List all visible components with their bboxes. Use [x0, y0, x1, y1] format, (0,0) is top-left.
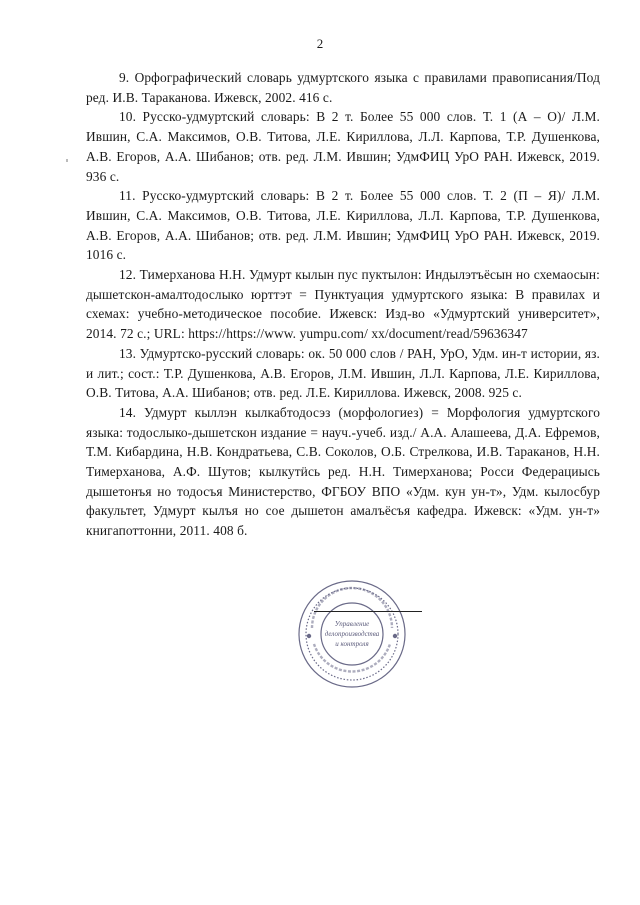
reference-item: 10. Русско-удмуртский словарь: В 2 т. Более 55 000 слов. Т. 1 (А – О)/ Л.М. Ившин, С.А. Максимов, О.В. Титова, Л.Е. Кириллова, Л.Л. Карпова, Т.Р. Душенкова, А.В. Егоров, А.А. Шибанов; отв. ред. Л.М. Ившин; УдмФИЦ УрО РАН. Ижевск, 2019. 936 с.	[86, 109, 600, 184]
stamp-ring-lettering-bottom	[314, 644, 390, 672]
scan-speck	[66, 159, 68, 162]
signature-line	[314, 611, 422, 612]
reference-item: 9. Орфографический словарь удмуртского языка с правилами правописания/Под ред. И.В. Тараканова. Ижевск, 2002. 416 с.	[86, 70, 600, 105]
stamp-ring-dot	[307, 634, 310, 637]
reference-item: 12. Тимерханова Н.Н. Удмурт кылын пус пуктылон: Индылэтъёсын но схемаосын: дышетскон-амалтодослыко юрттэт = Пунктуация удмуртского языка: В правилах и схемах: учебно-методическое пособие. Ижевск: Изд-во «Удмуртский университет», 2014. 72 с.; URL: https://https://www. yumpu.com/ xx/document/read/59636347	[86, 267, 600, 342]
stamp-ring-dot	[393, 634, 396, 637]
stamp-line-1: Управление	[334, 620, 370, 628]
reference-item: 11. Русско-удмуртский словарь: В 2 т. Более 55 000 слов. Т. 2 (П – Я)/ Л.М. Ившин, С.А. Максимов, О.В. Титова, Л.Е. Кириллова, Л.Л. Карпова, Т.Р. Душенкова, А.В. Егоров, А.А. Шибанов; отв. ред. Л.М. Ившин; УдмФИЦ УрО РАН. Ижевск, 2019. 1016 с.	[86, 188, 600, 263]
reference-item: 13. Удмуртско-русский словарь: ок. 50 000 слов / РАН, УрО, Удм. ин-т истории, яз. и лит.; сост.: Т.Р. Душенкова, А.В. Егоров, Л.М. Ившин, Л.Л. Карпова, Л.Е. Кириллова, О.В. Титова, А.А. Шибанов; отв. ред. Л.Е. Кириллова. Ижевск, 2008. 925 с.	[86, 345, 600, 401]
page-number: 2	[316, 36, 324, 51]
reference-item: 14. Удмурт кыллэн кылкабтодосэз (морфологиез) = Морфология удмуртского языка: тодослыко-дышетскон издание = науч.-учеб. изд./ А.А. Алашеева, Д.А. Ефремов, Т.М. Кибардина, Н.В. Кондратьева, С.В. Соколов, О.Б. Стрелкова, И.В. Тараканов, Н.Н. Тимерханова, А.Ф. Шутов; кылкутӥсь ред. Н.Н. Тимерханова; Росси Федерациысь дышетонъя но тодосъя Министерство, ФГБОУ ВПО «Удм. кун ун-т», Удм. кылосбур факультет, Удмурт кылъя но сое дышетон амалъёсъя кафедра. Ижевск: «Удм. ун-т» книгапоттонни, 2011. 408 б.	[86, 404, 600, 539]
stamp-line-2: делопроизводства	[324, 630, 380, 638]
reference-list	[86, 68, 600, 541]
office-stamp	[296, 578, 408, 690]
stamp-line-3: и контроля	[335, 640, 369, 648]
